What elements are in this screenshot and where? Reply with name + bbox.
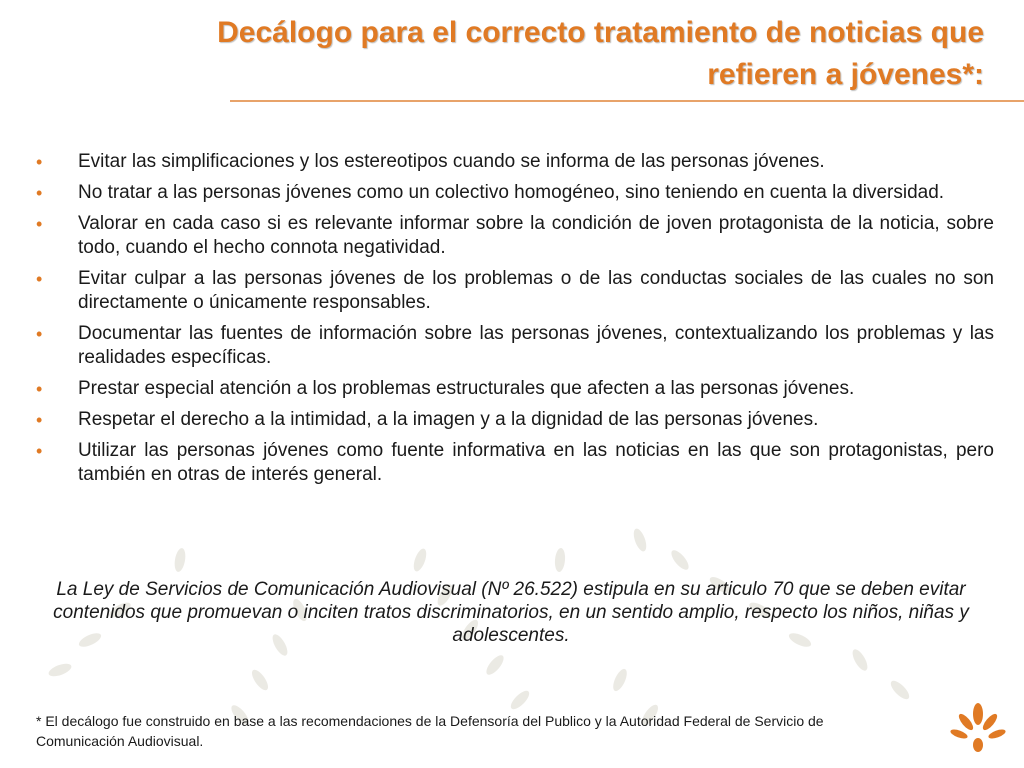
bullet-dot-icon: • — [36, 410, 43, 430]
list-item-text: Respetar el derecho a la intimidad, a la imagen y a la dignidad de las personas jóvenes. — [78, 409, 819, 430]
list-item-text: Evitar las simplificaciones y los estereotipos cuando se informa de las personas jóvenes. — [78, 151, 825, 172]
decalogue-list — [28, 150, 994, 494]
bullet-dot-icon: • — [36, 152, 43, 172]
list-item-text: Prestar especial atención a los problemas estructurales que afecten a las personas jóvenes. — [78, 378, 855, 399]
list-item-text: Evitar culpar a las personas jóvenes de los problemas o de las conductas sociales de las cuales no son directamente o únicamente responsables. — [78, 268, 994, 313]
list-item — [28, 322, 994, 370]
bullet-dot-icon: • — [36, 441, 43, 461]
list-item-text: Documentar las fuentes de información sobre las personas jóvenes, contextualizando los problemas y las realidades específicas. — [78, 323, 994, 368]
bullet-dot-icon: • — [36, 379, 43, 399]
plant-sprout-logo — [950, 700, 1006, 756]
bullet-dot-icon: • — [36, 183, 43, 203]
footnote-line-1: * El decálogo fue construido en base a las recomendaciones de la Defensoría del Publico y la Autoridad Federal de Servicio de — [36, 713, 824, 729]
footnote — [36, 711, 936, 751]
list-item — [28, 267, 994, 315]
list-item — [28, 212, 994, 260]
list-item-text: Valorar en cada caso si es relevante informar sobre la condición de joven protagonista de la noticia, sobre todo, cuando el hecho connota negatividad. — [78, 213, 994, 258]
footnote-line-2: Comunicación Audiovisual. — [36, 733, 204, 749]
law-note: La Ley de Servicios de Comunicación Audiovisual (Nº 26.522) estipula en su articulo 70 que se deben evitar contenidos que promuevan o inciten tratos discriminatorios, en un sentido amplio, respecto los niños, niñas y adolescentes. — [53, 579, 969, 646]
title-underline — [230, 100, 1024, 102]
bullet-dot-icon: • — [36, 214, 43, 234]
page-title — [84, 12, 984, 96]
list-item — [28, 408, 994, 432]
bullet-dot-icon: • — [36, 324, 43, 344]
list-item — [28, 377, 994, 401]
list-item — [28, 439, 994, 487]
list-item-text: No tratar a las personas jóvenes como un colectivo homogéneo, sino teniendo en cuenta la diversidad. — [78, 182, 945, 203]
title-line-2: refieren a jóvenes*: — [707, 58, 984, 91]
title-line-1: Decálogo para el correcto tratamiento de noticias que — [217, 16, 984, 49]
bullet-dot-icon: • — [36, 269, 43, 289]
list-item — [28, 181, 994, 205]
list-item — [28, 150, 994, 174]
list-item-text: Utilizar las personas jóvenes como fuente informativa en las noticias en las que son protagonistas, pero también en otras de interés general. — [78, 440, 994, 485]
